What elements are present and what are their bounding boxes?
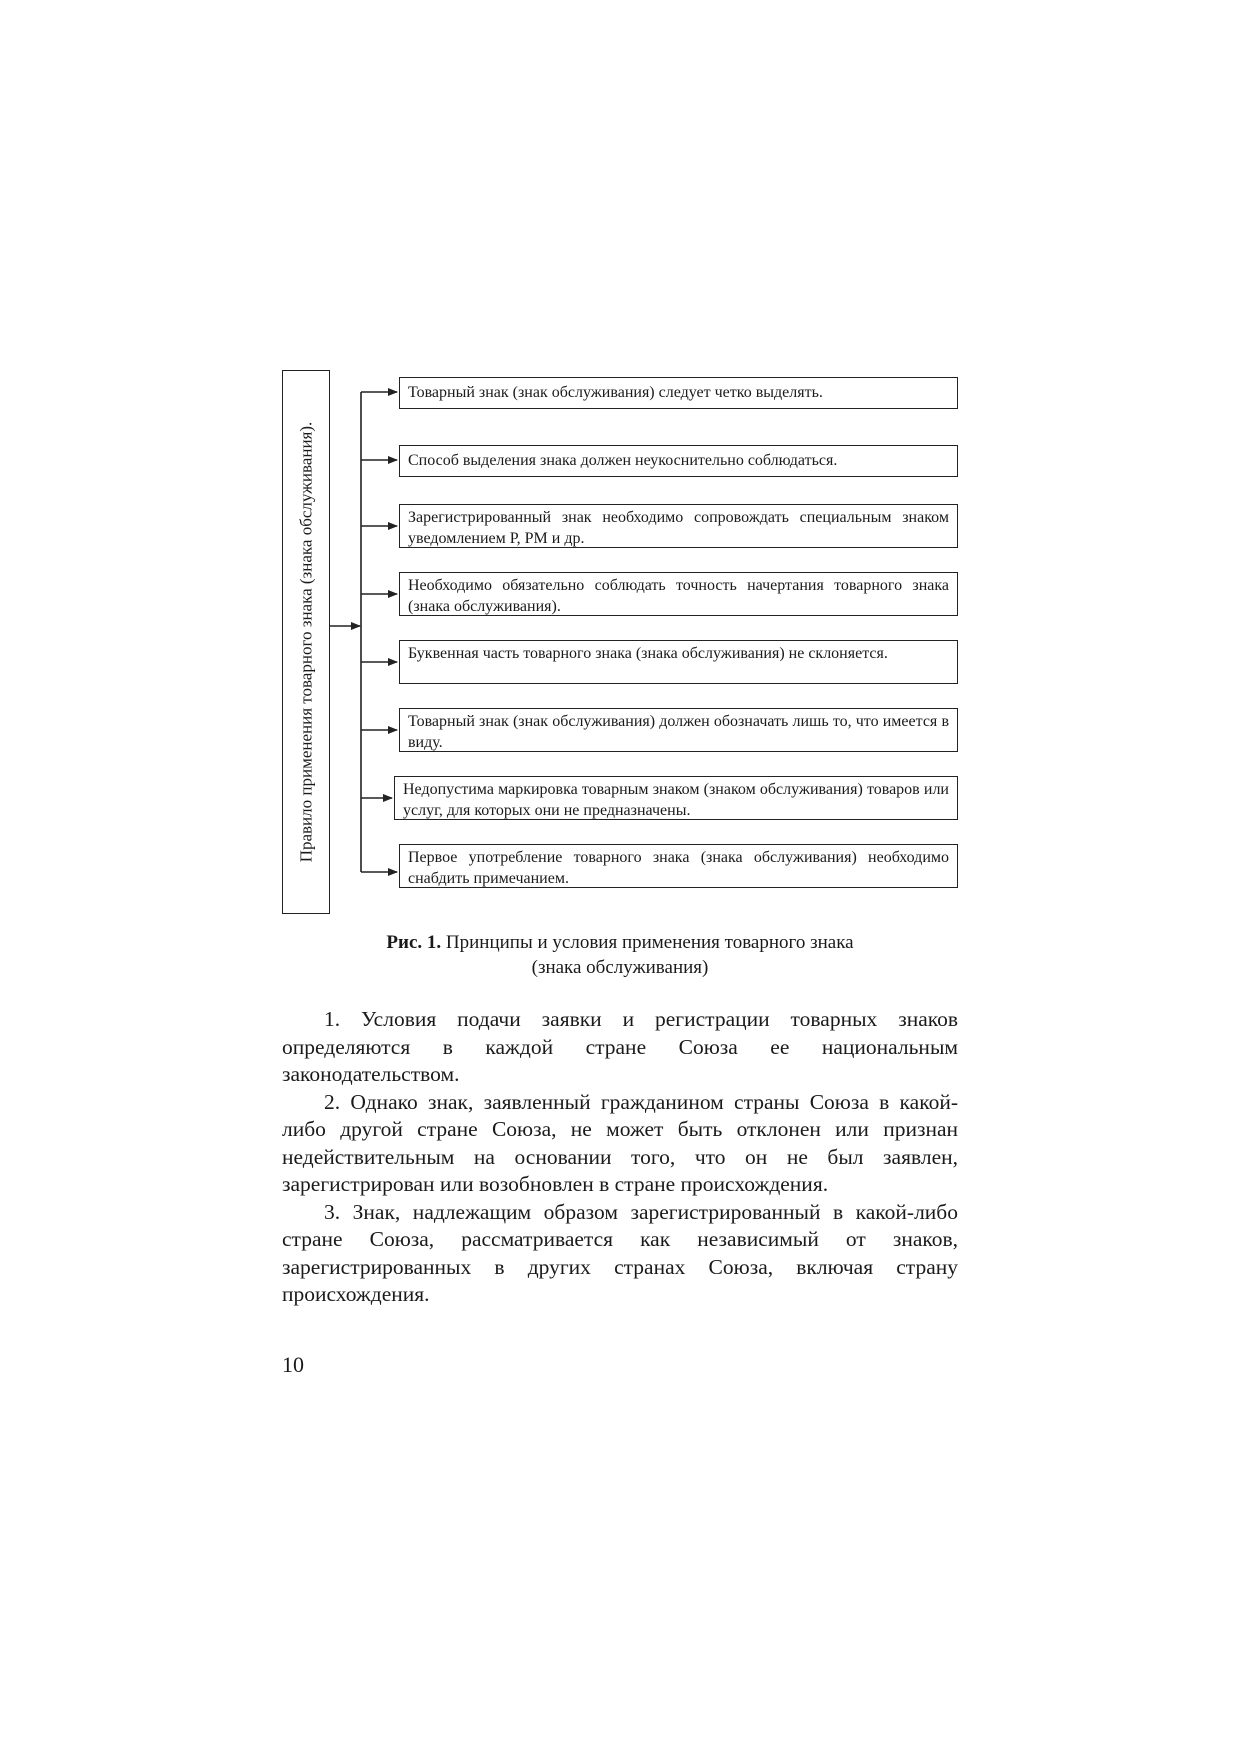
- body-text: [282, 1006, 958, 1309]
- diagram-item-5: Буквенная часть товарного знака (знака обслуживания) не склоняется.: [399, 640, 958, 684]
- caption-line-1: [280, 930, 960, 955]
- paragraph-3: 3. Знак, надлежащим образом зарегистрированный в какой-либо стране Союза, рассматривается как независимый от знаков, зарегистрированных в других странах Союза, включая страну происхождения.: [282, 1199, 958, 1306]
- diagram-item-1: Товарный знак (знак обслуживания) следует четко выделять.: [399, 377, 958, 409]
- paragraph-1: 1. Условия подачи заявки и регистрации товарных знаков определяются в каждой стране Союза ее национальным законодательством.: [282, 1007, 958, 1086]
- page-number: 10: [282, 1352, 304, 1377]
- diagram-item-6: Товарный знак (знак обслуживания) должен обозначать лишь то, что имеется в виду.: [399, 708, 958, 752]
- caption-text: Принципы и условия применения товарного знака: [441, 932, 854, 953]
- figure-caption: [280, 930, 960, 980]
- principles-diagram: [280, 368, 960, 916]
- caption-line-2: (знака обслуживания): [531, 957, 709, 978]
- diagram-item-2: Способ выделения знака должен неукоснительно соблюдаться.: [399, 445, 958, 477]
- diagram-item-8: Первое употребление товарного знака (знака обслуживания) необходимо снабдить примечанием.: [399, 844, 958, 888]
- diagram-item-4: Необходимо обязательно соблюдать точность начертания товарного знака (знака обслуживания).: [399, 572, 958, 616]
- paragraph-2: 2. Однако знак, заявленный гражданином страны Союза в какой-либо другой стране Союза, не может быть отклонен или признан недействительным на основании того, что он не был заявлен, зарегистрирован или возобновлен в стране происхождения.: [282, 1089, 958, 1196]
- diagram-item-3: Зарегистрированный знак необходимо сопровождать специальным знаком уведомлением Р, РМ и др.: [399, 504, 958, 548]
- root-box: [282, 370, 330, 914]
- figure-number: Рис. 1.: [386, 932, 442, 953]
- diagram-item-7: Недопустима маркировка товарным знаком (знаком обслуживания) товаров или услуг, для которых они не предназначены.: [394, 776, 958, 820]
- root-label: Правило применения товарного знака (знака обслуживания).: [296, 421, 316, 863]
